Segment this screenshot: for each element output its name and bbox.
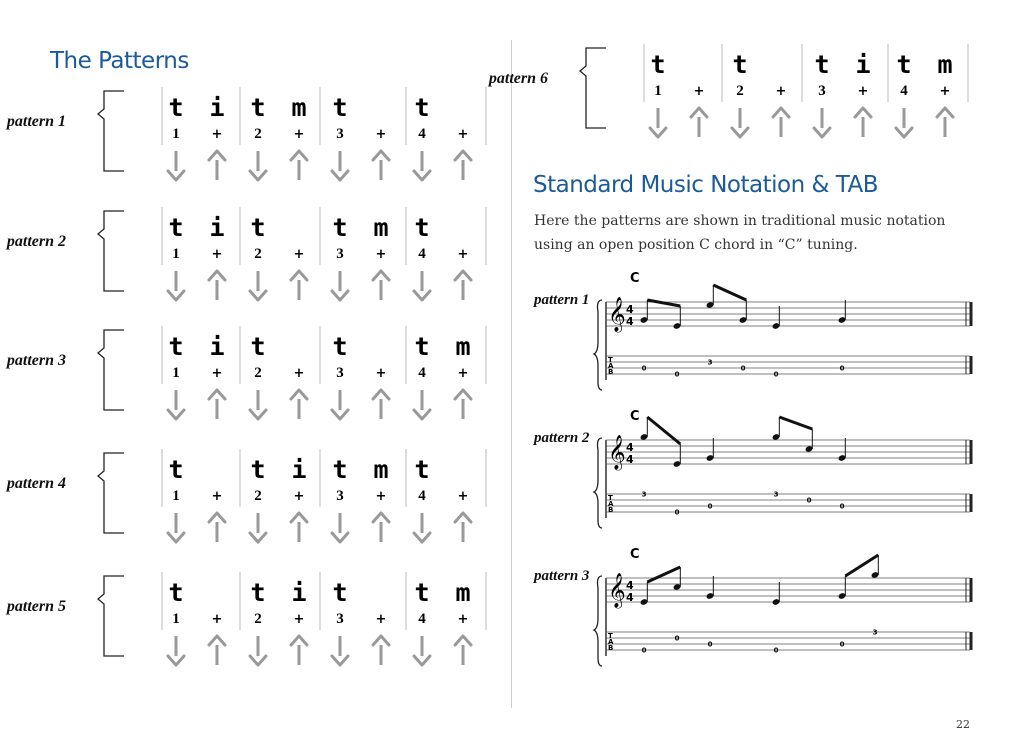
finger-letter: m [937, 50, 953, 79]
finger-letter: i [291, 455, 307, 484]
section-title-patterns: The Patterns [50, 48, 189, 74]
finger-letter: t [414, 455, 430, 484]
treble-clef-icon: 𝄞 [608, 573, 626, 608]
down-arrow-icon [414, 390, 430, 419]
beat-count: 3 [336, 246, 344, 262]
down-arrow-icon [332, 151, 348, 180]
note-beam [779, 417, 812, 429]
finger-letter: t [332, 213, 348, 242]
beat-count: 1 [172, 365, 180, 381]
notation-system [594, 410, 980, 530]
beat-count: + [457, 612, 469, 627]
beat-count: + [293, 247, 305, 262]
tab-clef: T [608, 632, 613, 640]
finger-letter: t [650, 50, 666, 79]
beat-count: 1 [654, 83, 662, 99]
beat-count: + [457, 489, 469, 504]
beat-count: + [375, 247, 387, 262]
down-arrow-icon [250, 390, 266, 419]
time-signature-top: 4 [626, 441, 634, 454]
down-arrow-icon [414, 513, 430, 542]
strum-grid [106, 322, 471, 422]
beat-count: 3 [336, 611, 344, 627]
finger-letter: t [250, 213, 266, 242]
tab-clef: B [608, 506, 614, 514]
tab-number: 0 [839, 364, 845, 373]
down-arrow-icon [250, 151, 266, 180]
down-arrow-icon [250, 636, 266, 665]
time-signature-bottom: 4 [626, 315, 634, 328]
section-title-notation: Standard Music Notation & TAB [533, 172, 878, 198]
notation-example [534, 548, 980, 668]
tab-number: 3 [641, 490, 647, 499]
finger-letter: t [168, 93, 184, 122]
down-arrow-icon [168, 513, 184, 542]
tab-number: 3 [872, 628, 878, 637]
beat-count: 2 [254, 488, 262, 504]
down-arrow-icon [332, 636, 348, 665]
beat-count: 2 [254, 246, 262, 262]
finger-letter: t [168, 455, 184, 484]
finger-letter: t [250, 455, 266, 484]
down-arrow-icon [168, 636, 184, 665]
beat-count: 4 [418, 611, 426, 627]
up-arrow-icon [209, 151, 225, 180]
tab-number: 0 [674, 508, 680, 517]
beat-count: 3 [336, 488, 344, 504]
up-arrow-icon [291, 151, 307, 180]
down-arrow-icon [332, 513, 348, 542]
beat-count: 4 [418, 126, 426, 142]
beat-count: 4 [418, 488, 426, 504]
finger-letter: t [896, 50, 912, 79]
tab-number: 0 [641, 364, 647, 373]
finger-letter: t [250, 578, 266, 607]
beat-count: + [375, 612, 387, 627]
finger-letter: t [732, 50, 748, 79]
up-arrow-icon [455, 151, 471, 180]
chord-symbol: C [630, 547, 640, 562]
beat-count: + [211, 366, 223, 381]
finger-letter: i [209, 213, 225, 242]
pattern-label: pattern 2 [6, 233, 66, 250]
up-arrow-icon [209, 390, 225, 419]
beat-count: 2 [736, 83, 744, 99]
up-arrow-icon [455, 390, 471, 419]
up-arrow-icon [937, 108, 953, 137]
page-divider [511, 40, 512, 708]
finger-letter: t [414, 578, 430, 607]
finger-letter: m [455, 332, 471, 361]
beat-count: + [457, 247, 469, 262]
beat-count: 4 [900, 83, 908, 99]
treble-clef-icon: 𝄞 [608, 297, 626, 332]
up-arrow-icon [291, 636, 307, 665]
finger-letter: t [168, 578, 184, 607]
treble-clef-icon: 𝄞 [608, 435, 626, 470]
down-arrow-icon [896, 108, 912, 137]
beat-count: + [457, 127, 469, 142]
finger-letter: t [332, 455, 348, 484]
beat-count: + [211, 612, 223, 627]
down-arrow-icon [168, 151, 184, 180]
notation-system [594, 548, 980, 668]
pattern-label: pattern 1 [6, 113, 66, 130]
time-signature-bottom: 4 [626, 453, 634, 466]
tab-number: 0 [806, 496, 812, 505]
tab-number: 0 [674, 634, 680, 643]
up-arrow-icon [773, 108, 789, 137]
strum-pattern [482, 40, 953, 140]
tab-number: 0 [839, 640, 845, 649]
up-arrow-icon [209, 271, 225, 300]
up-arrow-icon [855, 108, 871, 137]
beat-count: + [293, 366, 305, 381]
up-arrow-icon [455, 271, 471, 300]
note-beam [713, 285, 746, 300]
beat-count: 3 [336, 365, 344, 381]
tab-number: 0 [674, 370, 680, 379]
tab-number: 0 [707, 640, 713, 649]
beat-count: 4 [418, 246, 426, 262]
beat-count: 4 [418, 365, 426, 381]
notation-label: pattern 2 [534, 430, 590, 446]
tab-number: 3 [773, 490, 779, 499]
tab-clef: B [608, 644, 614, 652]
tab-number: 0 [641, 646, 647, 655]
beat-count: + [375, 489, 387, 504]
beat-count: + [293, 127, 305, 142]
system-brace [594, 300, 602, 390]
tab-number: 0 [839, 502, 845, 511]
beat-count: 2 [254, 611, 262, 627]
finger-letter: t [814, 50, 830, 79]
time-signature-bottom: 4 [626, 591, 634, 604]
beat-count: + [211, 247, 223, 262]
tab-clef: A [608, 362, 614, 370]
beat-count: 3 [336, 126, 344, 142]
up-arrow-icon [691, 108, 707, 137]
finger-letter: m [291, 93, 307, 122]
down-arrow-icon [414, 151, 430, 180]
tab-clef: A [608, 500, 614, 508]
note-beam [647, 300, 680, 306]
notation-example [534, 410, 980, 530]
tab-number: 3 [707, 358, 713, 367]
finger-letter: t [332, 93, 348, 122]
up-arrow-icon [291, 390, 307, 419]
up-arrow-icon [373, 271, 389, 300]
tab-clef: T [608, 494, 613, 502]
tab-number: 0 [773, 646, 779, 655]
notation-label: pattern 1 [534, 292, 590, 308]
finger-letter: t [168, 213, 184, 242]
tab-number: 0 [740, 364, 746, 373]
strum-grid [106, 83, 469, 183]
time-signature-top: 4 [626, 579, 634, 592]
beat-count: + [211, 489, 223, 504]
pattern-label: pattern 6 [488, 70, 548, 87]
finger-letter: t [168, 332, 184, 361]
beat-count: + [693, 84, 705, 99]
up-arrow-icon [291, 271, 307, 300]
beat-count: + [857, 84, 869, 99]
strum-pattern [0, 203, 469, 303]
chord-symbol: C [630, 409, 640, 424]
finger-letter: t [414, 213, 430, 242]
finger-letter: t [414, 93, 430, 122]
finger-letter: t [414, 332, 430, 361]
tab-clef: T [608, 356, 613, 364]
finger-letter: t [332, 578, 348, 607]
finger-letter: t [250, 332, 266, 361]
down-arrow-icon [250, 513, 266, 542]
finger-letter: m [373, 213, 389, 242]
chord-symbol: C [630, 271, 640, 286]
page-number: 22 [956, 718, 970, 731]
down-arrow-icon [732, 108, 748, 137]
up-arrow-icon [373, 390, 389, 419]
tab-clef: B [608, 368, 614, 376]
beat-count: 1 [172, 126, 180, 142]
notation-description: Here the patterns are shown in traditional music notation using an open position C chord in “C” tuning. [534, 213, 946, 253]
down-arrow-icon [414, 636, 430, 665]
up-arrow-icon [373, 513, 389, 542]
strum-pattern [0, 568, 471, 668]
time-signature-top: 4 [626, 303, 634, 316]
beat-count: + [775, 84, 787, 99]
tab-number: 0 [707, 502, 713, 511]
up-arrow-icon [291, 513, 307, 542]
beat-count: 1 [172, 611, 180, 627]
notation-label: pattern 3 [534, 568, 590, 584]
system-brace [594, 438, 602, 528]
pattern-label: pattern 4 [6, 475, 66, 492]
strum-grid [106, 445, 469, 545]
strum-grid [106, 568, 471, 668]
down-arrow-icon [414, 271, 430, 300]
finger-letter: m [455, 578, 471, 607]
down-arrow-icon [332, 271, 348, 300]
beat-count: + [375, 366, 387, 381]
pattern-label: pattern 3 [6, 352, 66, 369]
finger-letter: t [250, 93, 266, 122]
down-arrow-icon [650, 108, 666, 137]
up-arrow-icon [209, 513, 225, 542]
tab-number: 0 [773, 370, 779, 379]
beat-count: 1 [172, 246, 180, 262]
down-arrow-icon [332, 390, 348, 419]
notation-system [594, 272, 980, 392]
finger-letter: i [209, 93, 225, 122]
beat-count: + [375, 127, 387, 142]
beat-count: 2 [254, 126, 262, 142]
up-arrow-icon [373, 636, 389, 665]
strum-pattern [0, 83, 469, 183]
system-brace [594, 576, 602, 666]
finger-letter: i [855, 50, 871, 79]
finger-letter: i [209, 332, 225, 361]
pattern-label: pattern 5 [6, 598, 66, 615]
beat-count: + [293, 489, 305, 504]
beat-count: 1 [172, 488, 180, 504]
strum-grid [106, 203, 469, 303]
beat-count: 2 [254, 365, 262, 381]
strum-grid [588, 40, 953, 140]
beat-count: + [211, 127, 223, 142]
note-beam [647, 567, 680, 582]
finger-letter: i [291, 578, 307, 607]
up-arrow-icon [373, 151, 389, 180]
beat-count: + [457, 366, 469, 381]
up-arrow-icon [455, 513, 471, 542]
finger-letter: t [332, 332, 348, 361]
down-arrow-icon [250, 271, 266, 300]
tab-clef: A [608, 638, 614, 646]
down-arrow-icon [168, 390, 184, 419]
down-arrow-icon [168, 271, 184, 300]
beat-count: + [939, 84, 951, 99]
beat-count: 3 [818, 83, 826, 99]
strum-pattern [0, 445, 469, 545]
finger-letter: m [373, 455, 389, 484]
beat-count: + [293, 612, 305, 627]
notation-example [534, 272, 980, 392]
down-arrow-icon [814, 108, 830, 137]
strum-pattern [0, 322, 471, 422]
up-arrow-icon [209, 636, 225, 665]
up-arrow-icon [455, 636, 471, 665]
